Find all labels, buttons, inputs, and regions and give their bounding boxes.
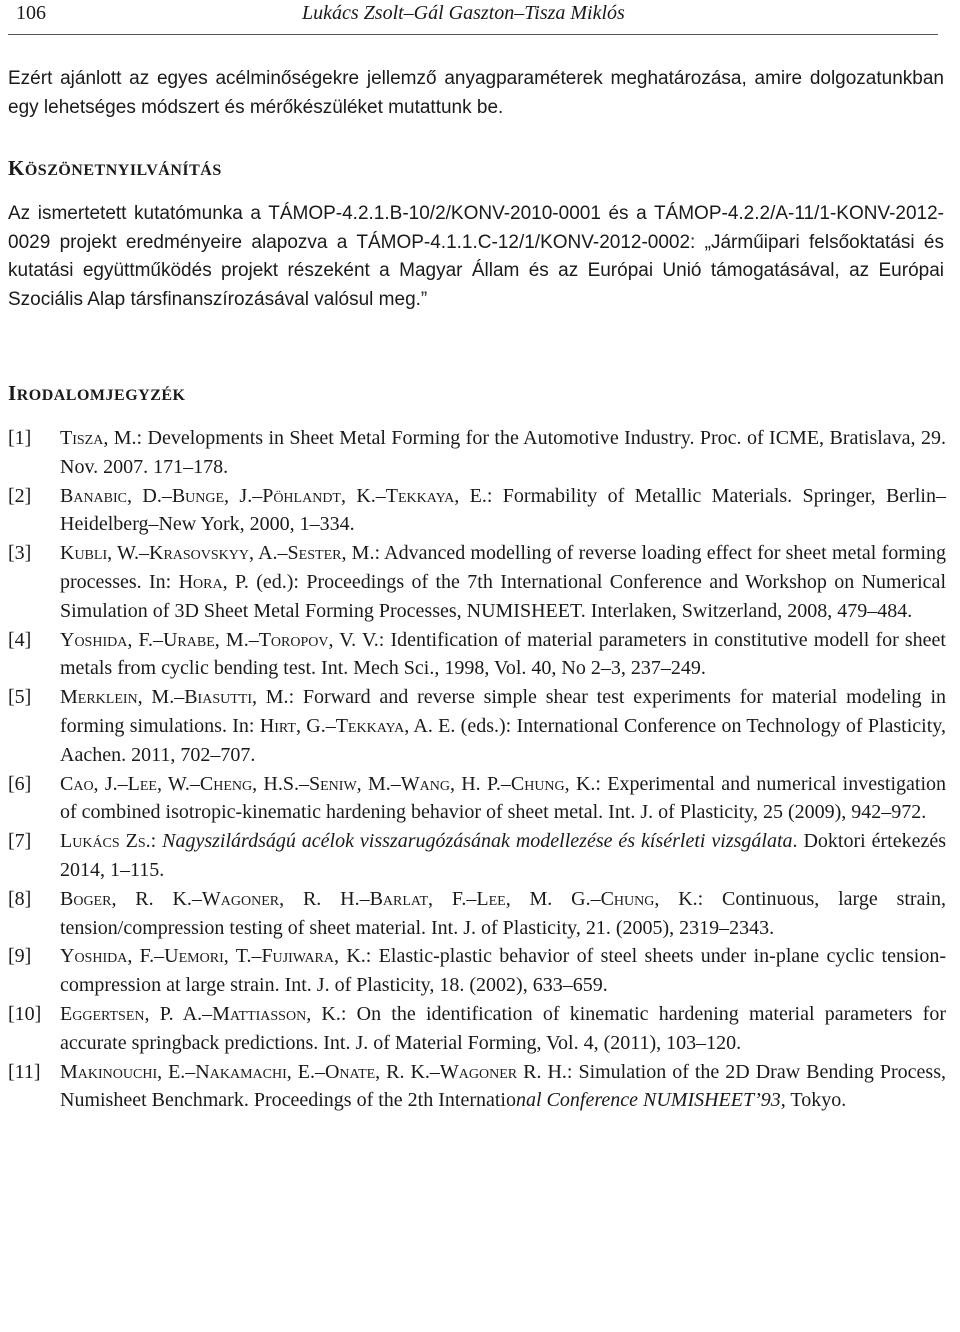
reference-authors: Yoshida, F.–Urabe, M.–Toropov, V. V. [60,628,379,651]
reference-text: : Forward and reverse simple shear test experiments for material modeling in forming simulations. In: [60,686,947,737]
reference-text-cont: (eds.): International Conference on Technology of Plasticity, Aachen. 2011, 702–707. [60,714,946,766]
reference-authors: Lukács Zs. [60,830,151,853]
reference-number: [11] [8,1060,41,1083]
reference-number: [5] [8,686,32,709]
reference-number: [3] [8,542,32,565]
reference-authors: Merklein, M.–Biasutti, M. [60,686,289,709]
reference-item [8,424,946,482]
bibliography-heading: IRODALOMJEGYZÉK [8,381,186,405]
page-header [8,0,938,35]
reference-authors: Kubli, W.–Krasovskyy, A.–Sester, M. [60,542,375,565]
acknowledgement-heading: KÖSZÖNETNYILVÁNÍTÁS [8,156,222,180]
running-head-authors: Lukács Zsolt–Gál Gaszton–Tisza Miklós [302,2,625,24]
reference-text: : Developments in Sheet Metal Forming for the Automotive Industry. Proc. of ICME, Bratislava, 29. Nov. 2007. 171–178. [60,427,946,478]
reference-authors: Tisza, M. [60,427,137,449]
intro-paragraph: Ezért ajánlott az egyes acélminőségekre jellemző anyagparaméterek meghatározása, amire dolgozatunkban egy lehetséges módszert és mérőkészüléket mutattunk be. [8,68,944,118]
reference-text: : [150,830,163,853]
reference-item [8,539,946,625]
reference-text: : Advanced modelling of reverse loading effect for sheet metal forming processes. In: [60,542,947,593]
reference-editor: Hora, P. [178,570,249,593]
reference-item [8,482,946,540]
reference-number: [4] [8,628,32,651]
reference-authors: Yoshida, F.–Uemori, T.–Fujiwara, K. [60,945,366,968]
reference-item [8,770,946,828]
reference-number: [9] [8,945,32,968]
reference-number: [10] [8,1002,42,1025]
reference-title: nal Conference NUMISHEET’93 [516,1089,781,1112]
reference-editor: Hirt, G.–Tekkaya, A. E. [259,714,456,737]
reference-authors: Makinouchi, E.–Nakamachi, E.–Onate, R. K.–Wagoner R. H. [60,1060,567,1083]
reference-number: [8] [8,887,32,910]
reference-text-cont: , Tokyo. [780,1089,847,1112]
reference-text-cont: . Doktori értekezés 2014, 1–115. [60,830,946,881]
reference-number: [1] [8,427,32,449]
reference-text-cont: (ed.): Proceedings of the 7th International Conference and Workshop on Numerical Simulation of 3D Sheet Metal Forming Processes, NUMISHEET. Interlaken, Switzerland, 2008, 479–484. [60,570,946,622]
reference-text: : Identification of material parameters in constitutive modell for sheet metals from cyclic bending test. Int. Mech Sci., 1998, Vol. 40, No 2–3, 237–249. [60,628,946,680]
reference-item [8,827,946,885]
reference-number: [2] [8,484,32,507]
reference-list [8,424,946,1115]
acknowledgement-text: Az ismertetett kutatómunka a TÁMOP-4.2.1.B-10/2/KONV-2010-0001 és a TÁMOP-4.2.2/A-11/1-KONV-2012-0029 projekt eredményeire alapozva a TÁMOP-4.1.1.C-12/1/KONV-2012-0002: „Járműipari felsőoktatási és kutatási együttműködés projekt részeként a Magyar Állam és az Európai Unió támogatásával, az Európai Szociális Alap társfinanszírozásával valósul meg.” [8,203,944,310]
reference-authors: Boger, R. K.–Wagoner, R. H.–Barlat, F.–Lee, M. G.–Chung, K. [60,887,698,910]
reference-item [8,626,946,684]
reference-authors: Eggertsen, P. A.–Mattiasson, K. [60,1002,341,1025]
reference-authors: Banabic, D.–Bunge, J.–Pöhlandt, K.–Tekkaya, E. [60,484,487,507]
reference-text: : Simulation of the 2D Draw Bending Process, Numisheet Benchmark. Proceedings of the 2th Internatio [60,1060,946,1112]
reference-item [8,885,946,943]
reference-number: [7] [8,830,32,853]
reference-text: : Formability of Metallic Materials. Springer, Berlin–Heidelberg–New York, 2000, 1–334. [60,484,946,536]
page-number: 106 [16,2,46,24]
reference-text: : Experimental and numerical investigation of combined isotropic-kinematic hardening behavior of sheet metal. Int. J. of Plasticity, 25 (2009), 942–972. [60,772,946,824]
reference-item [8,1000,946,1058]
reference-number: [6] [8,772,32,795]
reference-title: Nagyszilárdságú acélok visszarugózásának modellezése és kísérleti vizsgálata [162,830,793,853]
reference-text: : On the identification of kinematic hardening material parameters for accurate springback predictions. Int. J. of Material Forming, Vol. 4, (2011), 103–120. [60,1002,946,1054]
reference-authors: Cao, J.–Lee, W.–Cheng, H.S.–Seniw, M.–Wang, H. P.–Chung, K. [60,772,596,795]
reference-text: : Elastic-plastic behavior of steel sheets under in-plane cyclic tension-compression at large strain. Int. J. of Plasticity, 18. (2002), 633–659. [60,945,946,997]
reference-item [8,683,946,769]
reference-item [8,942,946,1000]
reference-item [8,1058,946,1116]
reference-text: : Continuous, large strain, tension/compression testing of sheet material. Int. J. of Plasticity, 21. (2005), 2319–2343. [60,887,946,939]
